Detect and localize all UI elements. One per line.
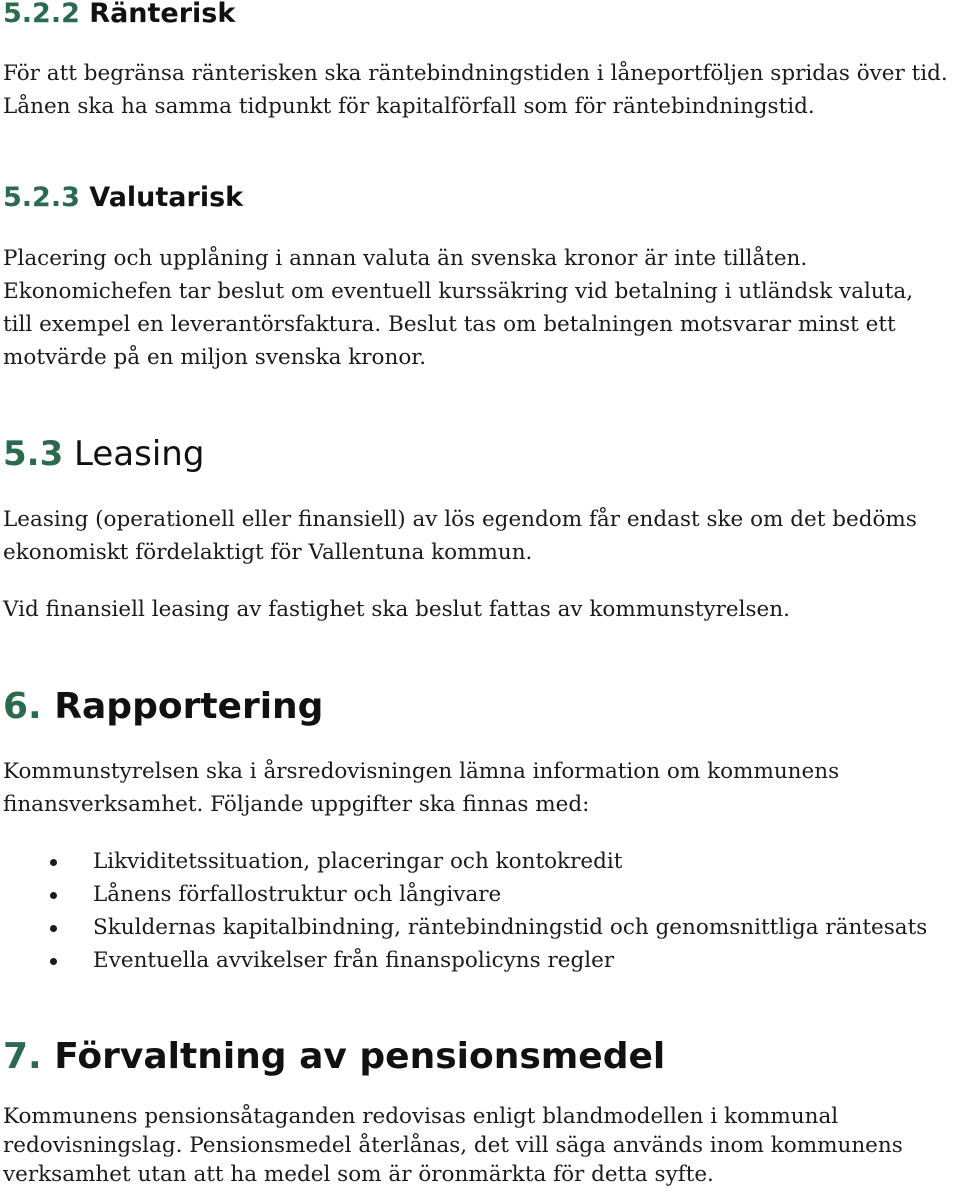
paragraph-pension-funds [3,1102,953,1189]
text-line: Leasing (operationell eller finansiell) av lös egendom får endast ske om det bedöms [3,507,917,532]
text-line: Kommunens pensionsåtaganden redovisas enligt blandmodellen i kommunal [3,1104,839,1129]
list-item-text: Eventuella avvikelser från finanspolicyns regler [93,948,615,973]
bullet-icon [50,859,57,866]
text-line: Vid finansiell leasing av fastighet ska beslut fattas av kommunstyrelsen. [3,597,790,622]
reporting-bullet-list [3,845,927,977]
bullet-icon [50,958,57,965]
heading-number: 6. [3,686,42,727]
paragraph-currency-risk [3,242,953,374]
heading-6 [3,686,323,728]
paragraph-reporting [3,755,953,821]
heading-number: 5.3 [3,434,64,474]
list-item [3,878,927,911]
heading-title: Valutarisk [89,182,244,213]
text-line: ekonomiskt fördelaktigt för Vallentuna kommun. [3,540,533,565]
list-item-text: Lånens förfallostruktur och långivare [93,882,502,907]
list-item [3,911,927,944]
list-item-text: Skuldernas kapitalbindning, räntebindningstid och genomsnittliga räntesats [93,915,928,940]
bullet-icon [50,892,57,899]
text-line: redovisningslag. Pensionsmedel återlånas, det vill säga används inom kommunens [3,1133,903,1158]
bullet-icon [50,925,57,932]
heading-7 [3,1036,665,1078]
heading-5-3 [3,434,204,474]
heading-title: Rapportering [54,686,324,727]
heading-5-2-2 [3,0,235,30]
list-item [3,845,927,878]
text-line: finansverksamhet. Följande uppgifter ska finnas med: [3,792,590,817]
heading-title: Leasing [74,434,205,474]
list-item-text: Likviditetssituation, placeringar och kontokredit [93,849,623,874]
heading-title: Ränterisk [89,0,236,29]
heading-number: 5.2.2 [3,0,80,29]
text-line: Ekonomichefen tar beslut om eventuell kurssäkring vid betalning i utländsk valuta, [3,279,914,304]
text-line: Lånen ska ha samma tidpunkt för kapitalförfall som för räntebindningstid. [3,94,815,119]
text-line: Kommunstyrelsen ska i årsredovisningen lämna information om kommunens [3,759,840,784]
text-line: verksamhet utan att ha medel som är öronmärkta för detta syfte. [3,1162,714,1187]
list-item [3,944,927,977]
heading-number: 7. [3,1036,42,1077]
heading-5-2-3 [3,182,243,214]
text-line: Placering och upplåning i annan valuta än svenska kronor är inte tillåten. [3,246,808,271]
paragraph-financial-leasing [3,593,953,626]
paragraph-leasing [3,503,953,569]
text-line: till exempel en leverantörsfaktura. Beslut tas om betalningen motsvarar minst ett [3,312,896,337]
text-line: motvärde på en miljon svenska kronor. [3,345,427,370]
paragraph-interest-risk [3,57,953,123]
heading-number: 5.2.3 [3,182,80,213]
text-line: För att begränsa ränterisken ska räntebindningstiden i låneportföljen spridas över tid. [3,61,948,86]
heading-title: Förvaltning av pensionsmedel [54,1036,666,1077]
